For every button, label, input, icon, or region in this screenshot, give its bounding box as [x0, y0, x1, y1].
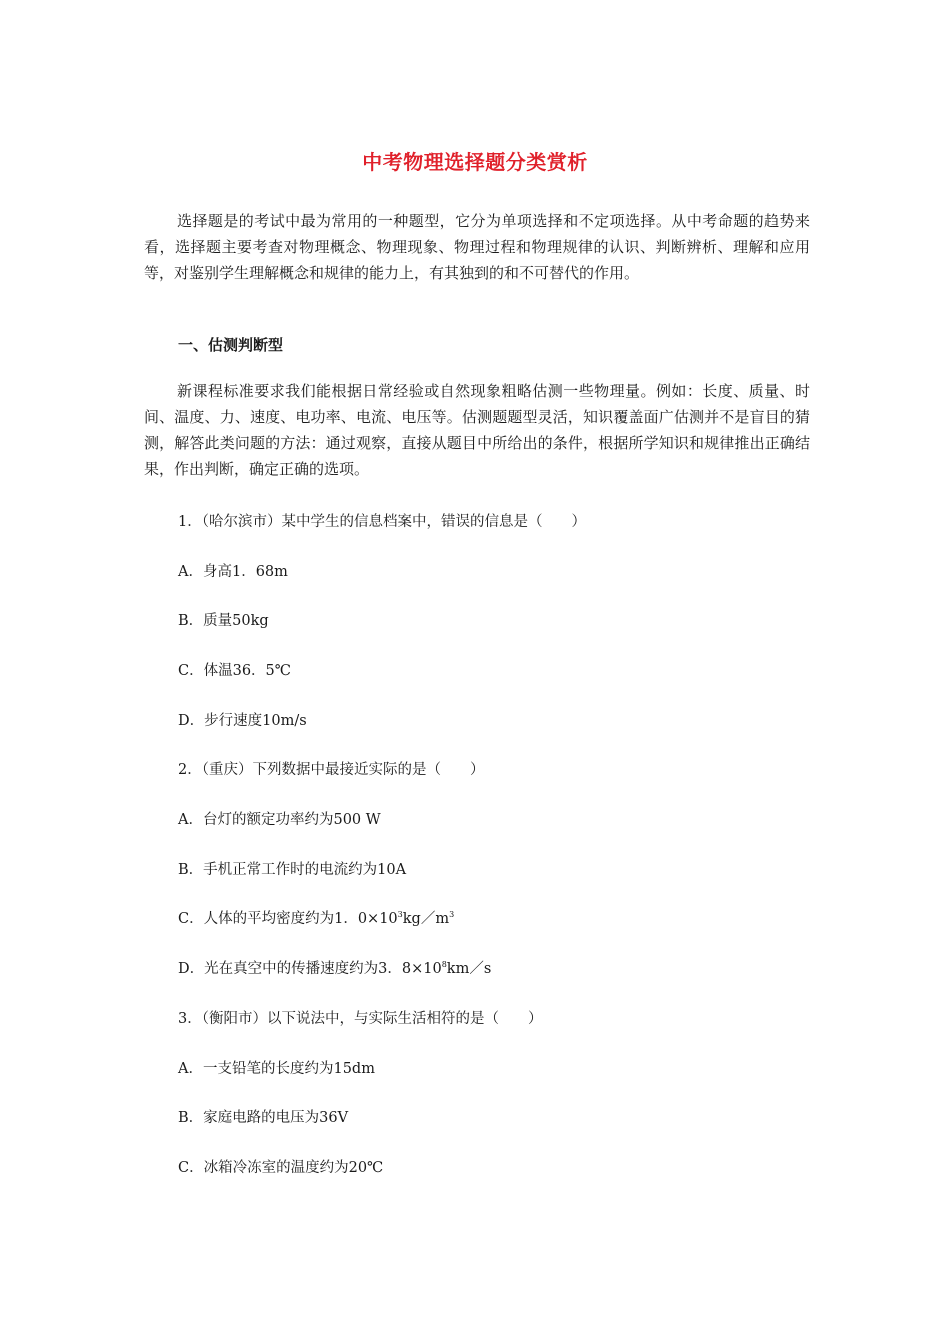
question-3-option-a: A．一支铅笔的长度约为15dm — [178, 1061, 375, 1077]
option-c-text-2: kg／m — [402, 911, 450, 927]
intro-paragraph: 选择题是的考试中最为常用的一种题型，它分为单项选择和不定项选择。从中考命题的趋势来看，选择题主要考查对物理概念、物理现象、物理过程和物理规律的认识、判断辨析、理解和应用等，对鉴别学生理解概念和规律的能力上，有其独到的和不可替代的作用。 — [144, 212, 810, 282]
option-d-text-2: km／s — [446, 961, 492, 977]
question-2-option-d — [178, 958, 491, 980]
option-c-text-1: C．人体的平均密度约为1．0×10 — [178, 911, 398, 927]
question-3-stem: 3．（衡阳市）以下说法中，与实际生活相符的是（ ） — [178, 1011, 543, 1027]
document-title: 中考物理选择题分类赏析 — [362, 150, 588, 174]
question-2-option-b: B．手机正常工作时的电流约为10A — [178, 862, 407, 878]
option-d-exponent: 8 — [441, 960, 447, 970]
option-d-text-1: D．光在真空中的传播速度约为3．8×10 — [178, 961, 442, 977]
question-1-option-d: D．步行速度10m/s — [178, 713, 307, 729]
question-1-option-c: C．体温36．5℃ — [178, 663, 291, 679]
question-3-option-b: B．家庭电路的电压为36V — [178, 1110, 349, 1126]
question-2-option-c — [178, 908, 454, 930]
question-1-option-b: B．质量50kg — [178, 613, 269, 629]
question-1-option-a: A．身高1．68m — [178, 564, 288, 580]
section-description: 新课程标准要求我们能根据日常经验或自然现象粗略估测一些物理量。例如：长度、质量、时间、温度、力、速度、电功率、电流、电压等。估测题题型灵活，知识覆盖面广估测并不是盲目的猜测，解答此类问题的方法：通过观察，直接从题目中所给出的条件，根据所学知识和规律推出正确结果，作出判断，确定正确的选项。 — [144, 382, 810, 478]
section-heading: 一、估测判断型 — [178, 336, 284, 354]
option-c-exponent: 3 — [397, 910, 403, 920]
question-2-stem: 2．（重庆）下列数据中最接近实际的是（ ） — [178, 762, 485, 778]
question-2-option-a: A．台灯的额定功率约为500 W — [178, 812, 381, 828]
option-c-unit-exponent: 3 — [449, 910, 455, 920]
question-3-option-c: C．冰箱冷冻室的温度约为20℃ — [178, 1160, 384, 1176]
question-1-stem: 1．（哈尔滨市）某中学生的信息档案中，错误的信息是（ ） — [178, 514, 586, 530]
